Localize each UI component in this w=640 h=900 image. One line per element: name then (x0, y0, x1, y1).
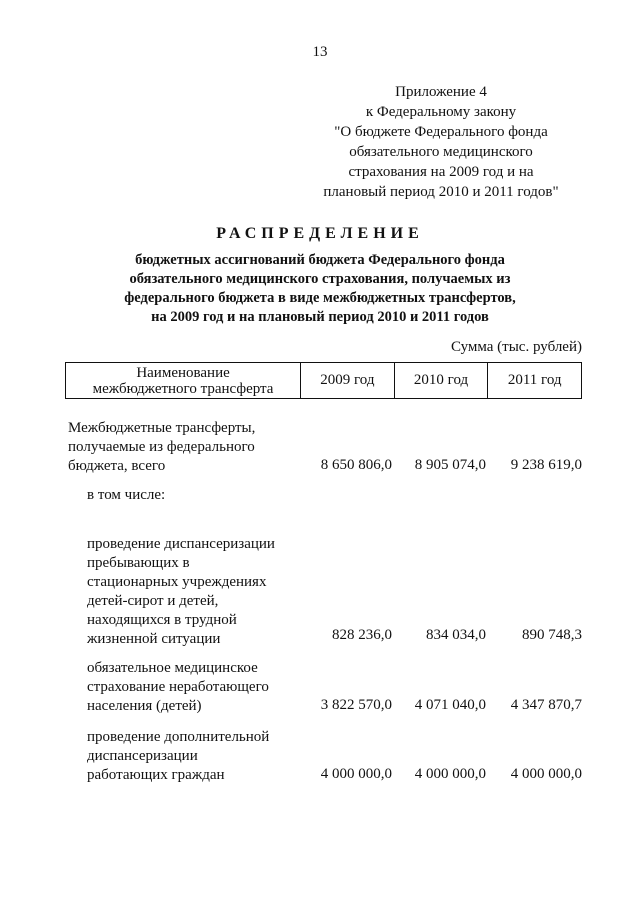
row-orphans-value-2009: 828 236,0 (332, 627, 392, 643)
document-title: РАСПРЕДЕЛЕНИЕ (216, 225, 424, 242)
row-name-line: пребывающих в (87, 555, 190, 571)
subtitle-line: федерального бюджета в виде межбюджетных трансфертов, (124, 290, 516, 306)
appendix-line: плановый период 2010 и 2011 годов" (323, 184, 559, 200)
document-subtitle (0, 251, 640, 327)
subtitle-line: бюджетных ассигнований бюджета Федерального фонда (135, 252, 505, 268)
row-name-line: в том числе: (87, 487, 166, 503)
row-insurance-value-2009: 3 822 570,0 (320, 697, 392, 713)
row-total-value-2010: 8 905 074,0 (414, 457, 486, 473)
row-orphans-name (87, 535, 275, 649)
header-year-2009: 2009 год (300, 363, 394, 398)
header-name-line: Наименование (136, 364, 230, 381)
appendix-line: "О бюджете Федерального фонда (334, 124, 548, 140)
appendix-block (300, 82, 582, 202)
row-insurance-value-2011: 4 347 870,7 (510, 697, 582, 713)
row-name-line: страхование неработающего (87, 679, 269, 695)
row-name-line: жизненной ситуации (87, 631, 221, 647)
appendix-line: страхования на 2009 год и на (348, 164, 534, 180)
row-name-line: диспансеризации (87, 748, 198, 764)
subtitle-line: на 2009 год и на плановый период 2010 и 2011 годов (151, 309, 489, 325)
row-name-line: проведение диспансеризации (87, 536, 275, 552)
row-name-line: стационарных учреждениях (87, 574, 267, 590)
row-name-line: детей-сирот и детей, (87, 593, 219, 609)
row-working-value-2010: 4 000 000,0 (414, 766, 486, 782)
row-name-line: бюджета, всего (68, 458, 166, 474)
row-working-value-2011: 4 000 000,0 (510, 766, 582, 782)
units-note: Сумма (тыс. рублей) (450, 339, 582, 355)
row-including-label (87, 486, 165, 505)
row-name-line: работающих граждан (87, 767, 225, 783)
header-year-2011: 2011 год (487, 363, 581, 398)
row-total-value-2011: 9 238 619,0 (510, 457, 582, 473)
row-name-line: находящихся в трудной (87, 612, 237, 628)
appendix-line: к Федеральному закону (365, 104, 517, 120)
row-name-line: населения (детей) (87, 698, 202, 714)
row-orphans-value-2010: 834 034,0 (426, 627, 486, 643)
header-name-line: межбюджетного трансферта (92, 380, 274, 397)
row-insurance-name (87, 659, 269, 716)
subtitle-line: обязательного медицинского страхования, получаемых из (129, 271, 511, 287)
row-orphans-value-2011: 890 748,3 (522, 627, 582, 643)
appendix-line: Приложение 4 (395, 84, 487, 100)
row-working-value-2009: 4 000 000,0 (320, 766, 392, 782)
row-name-line: обязательное медицинское (87, 660, 258, 676)
row-name-line: получаемые из федерального (68, 439, 255, 455)
header-year-2010: 2010 год (394, 363, 488, 398)
page-number: 13 (312, 44, 328, 60)
row-name-line: проведение дополнительной (87, 729, 270, 745)
row-working-name (87, 728, 269, 785)
header-name-cell (66, 363, 300, 398)
table-header (65, 362, 582, 399)
row-total-value-2009: 8 650 806,0 (320, 457, 392, 473)
row-name-line: Межбюджетные трансферты, (68, 420, 256, 436)
row-insurance-value-2010: 4 071 040,0 (414, 697, 486, 713)
row-total-name (68, 419, 255, 476)
appendix-line: обязательного медицинского (349, 144, 533, 160)
